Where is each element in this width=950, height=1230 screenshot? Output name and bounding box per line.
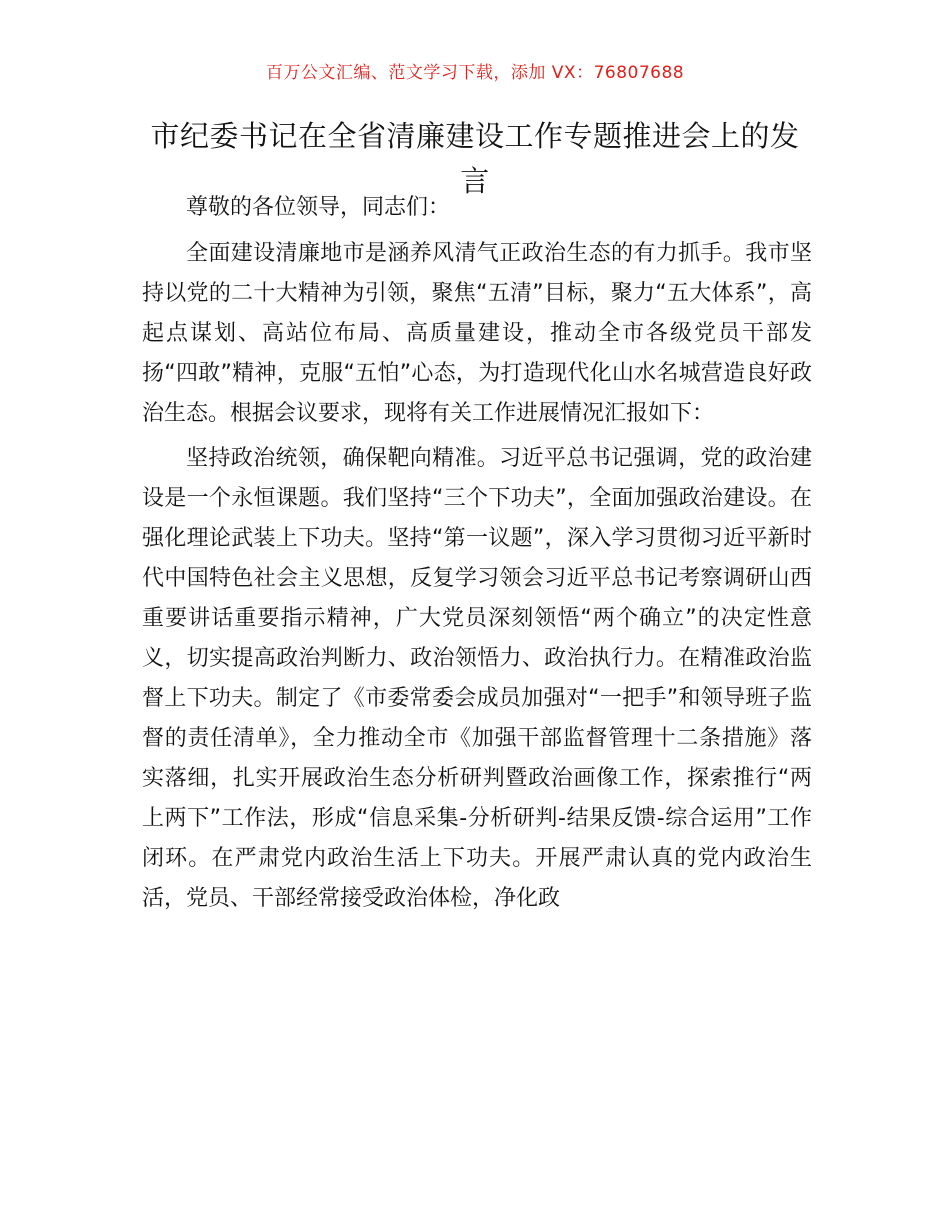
document-body — [142, 188, 812, 919]
paragraph: 坚持政治统领，确保靶向精准。习近平总书记强调，党的政治建设是一个永恒课题。我们坚持“三个下功夫”，全面加强政治建设。在强化理论武装上下功夫。坚持“第一议题”，深入学习贯彻习近平新时代中国特色社会主义思想，反复学习领会习近平总书记考察调研山西重要讲话重要指示精神，广大党员深刻领悟“两个确立”的决定性意义，切实提高政治判断力、政治领悟力、政治执行力。在精准政治监督上下功夫。制定了《市委常委会成员加强对“一把手”和领导班子监督的责任清单》，全力推动全市《加强干部监督管理十二条措施》落实落细，扎实开展政治生态分析研判暨政治画像工作，探索推行“两上两下”工作法，形成“信息采集-分析研判-结果反馈-综合运用”工作闭环。在严肃党内政治生活上下功夫。开展严肃认真的党内政治生活，党员、干部经常接受政治体检，净化政 — [142, 446, 812, 911]
paragraph: 全面建设清廉地市是涵养风清气正政治生态的有力抓手。我市坚持以党的二十大精神为引领，聚焦“五清”目标，聚力“五大体系”，高起点谋划、高站位布局、高质量建设，推动全市各级党员干部发扬“四敢”精神，克服“五怕”心态，为打造现代化山水名城营造良好政治生态。根据会议要求，现将有关工作进展情况汇报如下： — [142, 241, 812, 426]
document-title: 市纪委书记在全省清廉建设工作专题推进会上的发言 — [150, 119, 800, 198]
salutation: 尊敬的各位领导，同志们： — [186, 195, 451, 220]
header-note: 百万公文汇编、范文学习下载，添加 VX：76807688 — [265, 63, 685, 83]
